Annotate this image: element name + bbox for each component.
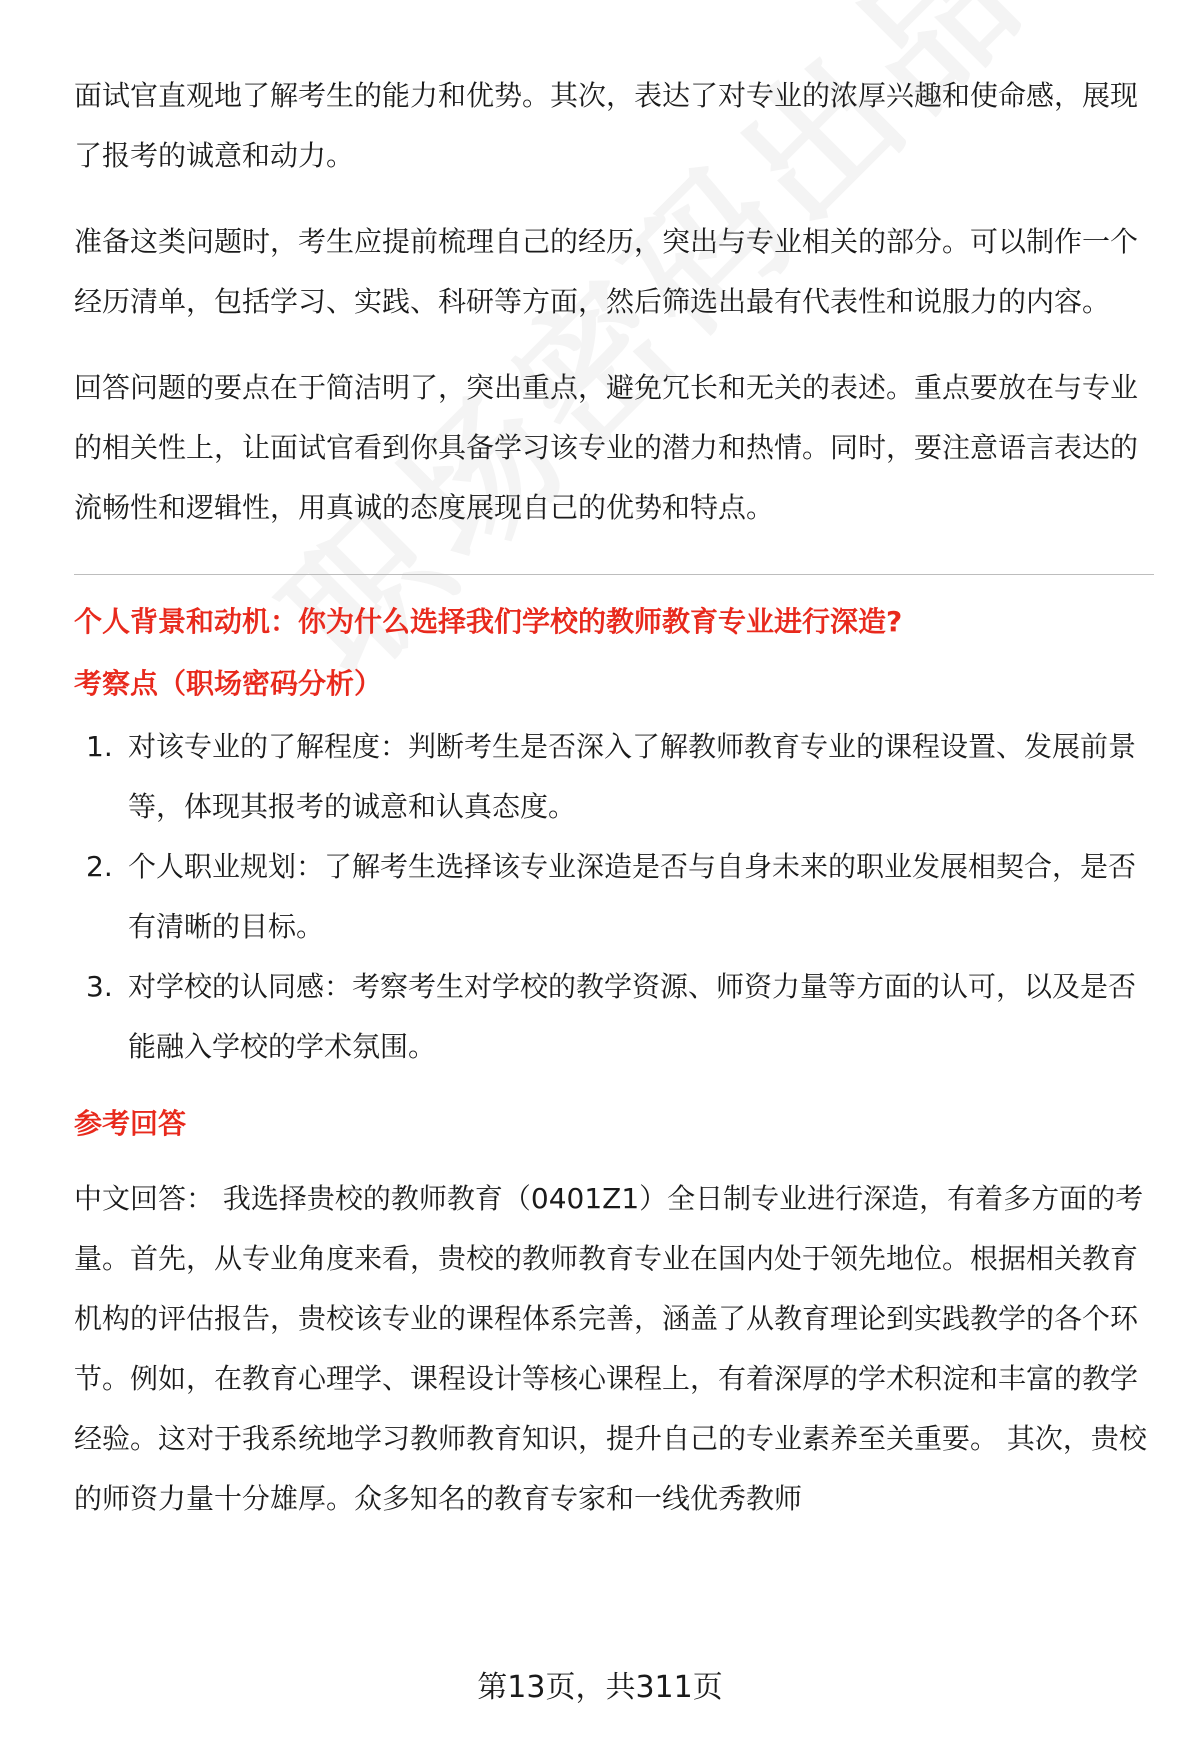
list-item-text: 对学校的认同感：考察考生对学校的教学资源、师资力量等方面的认可，以及是否能融入学校的学术氛围。: [128, 970, 1137, 1063]
list-item: [74, 957, 1150, 1077]
list-item-text: 个人职业规划：了解考生选择该专业深造是否与自身未来的职业发展相契合，是否有清晰的目标。: [128, 850, 1137, 943]
paragraph-intro-end: 面试官直观地了解考生的能力和优势。其次，表达了对专业的浓厚兴趣和使命感，展现了报考的诚意和动力。: [74, 79, 1139, 172]
paragraph-answer-tips: 回答问题的要点在于简洁明了，突出重点，避免冗长和无关的表述。重点要放在与专业的相关性上，让面试官看到你具备学习该专业的潜力和热情。同时，要注意语言表达的流畅性和逻辑性，用真诚的态度展现自己的优势和特点。: [74, 371, 1139, 524]
answer-heading: 参考回答: [74, 1107, 187, 1140]
page-footer: 第13页，共311页: [477, 1670, 723, 1705]
assessment-heading: 考察点（职场密码分析）: [74, 667, 383, 700]
list-number: 3.: [86, 970, 113, 1003]
question-heading: 个人背景和动机：你为什么选择我们学校的教师教育专业进行深造?: [74, 605, 903, 638]
answer-paragraph: 中文回答： 我选择贵校的教师教育（0401Z1）全日制专业进行深造，有着多方面的考量。首先，从专业角度来看，贵校的教师教育专业在国内处于领先地位。根据相关教育机构的评估报告，贵校该专业的课程体系完善，涵盖了从教育理论到实践教学的各个环节。例如，在教育心理学、课程设计等核心课程上，有着深厚的学术积淀和丰富的教学经验。这对于我系统地学习教师教育知识，提升自己的专业素养至关重要。 其次，贵校的师资力量十分雄厚。众多知名的教育专家和一线优秀教师: [74, 1182, 1147, 1515]
list-item: [74, 717, 1150, 837]
section-divider: [74, 574, 1154, 575]
list-item-text: 对该专业的了解程度：判断考生是否深入了解教师教育专业的课程设置、发展前景等，体现其报考的诚意和认真态度。: [128, 730, 1137, 823]
assessment-list: [74, 717, 1150, 1077]
page-content: [74, 66, 1150, 1555]
list-number: 2.: [86, 850, 113, 883]
paragraph-preparation: 准备这类问题时，考生应提前梳理自己的经历，突出与专业相关的部分。可以制作一个经历清单，包括学习、实践、科研等方面，然后筛选出最有代表性和说服力的内容。: [74, 225, 1139, 318]
list-number: 1.: [86, 730, 113, 763]
list-item: [74, 837, 1150, 957]
